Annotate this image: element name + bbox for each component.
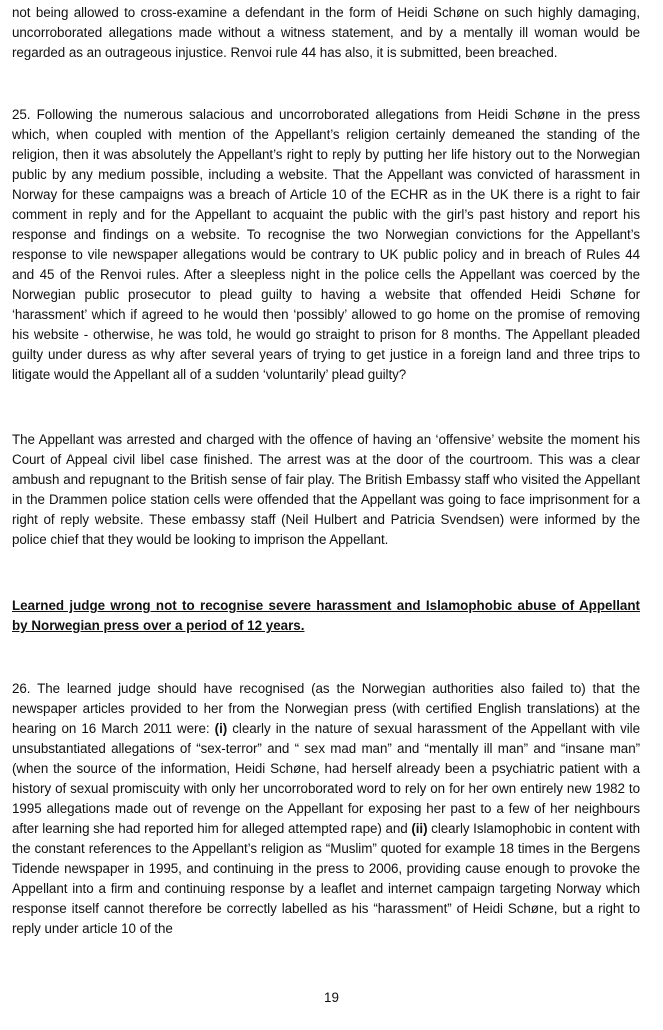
page-number: 19 (324, 990, 339, 1005)
paragraph-text: 26. The learned judge should have recognised (as the Norwegian authorities also failed to) that the newspaper articles provided to her from the Norwegian press (with certified English translations) at the hearing on 16 March 2011 were: (12, 681, 640, 736)
arrest-paragraph (12, 430, 640, 550)
continuation-paragraph (12, 3, 640, 63)
item-marker-i: (i) (214, 721, 228, 736)
section-heading: Learned judge wrong not to recognise severe harassment and Islamophobic abuse of Appellant by Norwegian press over a period of 12 years. (12, 598, 640, 633)
paragraph-text: not being allowed to cross-examine a defendant in the form of Heidi Schøne on such highly damaging, uncorroborated allegations made without a witness statement, and by a mentally ill woman would be regarded as an outrageous injustice. Renvoi rule 44 has also, it is submitted, been breached. (12, 5, 640, 60)
paragraph-25 (12, 105, 640, 385)
paragraph-text: clearly Islamophobic in content with the constant references to the Appellant’s religion as “Muslim” quoted for example 18 times in the Bergens Tidende newspaper in 1995, and continuing in the press to 2006, providing cause enough to provoke the Appellant into a firm and continuing response by a leaflet and internet campaign targeting Norway which response itself cannot therefore be correctly labelled as his “harassment” of Heidi Schøne, but a right to reply under article 10 of the (12, 821, 641, 936)
item-marker-ii: (ii) (411, 821, 428, 836)
paragraph-26 (12, 679, 640, 939)
paragraph-text: 25. Following the numerous salacious and uncorroborated allegations from Heidi Schøne in the press which, when coupled with mention of the Appellant’s religion certainly demeaned the standing of the religion, then it was absolutely the Appellant’s right to reply by putting her life history out to the Norwegian public by any medium possible, including a website. That the Appellant was convicted of harassment in Norway for these campaigns was a breach of Article 10 of the ECHR as in the UK there is a right to fair comment in reply and for the Appellant to acquaint the public with the girl’s past history and report his response and findings on a website. To recognise the two Norwegian convictions for the Appellant’s response to vile newspaper allegations would be contrary to UK public policy and in breach of Rules 44 and 45 of the Renvoi rules. After a sleepless night in the police cells the Appellant was coerced by the Norwegian public prosecutor to plead guilty to having a website that offended Heidi Schøne for ‘harassment’ which if agreed to he would then ‘possibly’ allowed to go home on the promise of removing his website - otherwise, he was told, he would go straight to prison for 8 months. The Appellant pleaded guilty under duress as why after several years of trying to get justice in a foreign land and three trips to litigate would the Appellant all of a sudden ‘voluntarily’ plead guilty? (12, 107, 640, 382)
paragraph-text: clearly in the nature of sexual harassment of the Appellant with vile unsubstantiated allegations of “sex-terror” and “ sex mad man” and “mentally ill man” and “insane man” (when the source of the information, Heidi Schøne, had herself already been a psychiatric patient with a history of sexual promiscuity with only her uncorroborated word to rely on for her own entirely new 1982 to 1995 allegations made out of revenge on the Appellant for exposing her past to a few of her neighbours after learning she had reported him for alleged attempted rape) and (12, 721, 640, 836)
paragraph-text: The Appellant was arrested and charged with the offence of having an ‘offensive’ website the moment his Court of Appeal civil libel case finished. The arrest was at the door of the courtroom. This was a clear ambush and repugnant to the British sense of fair play. The British Embassy staff who visited the Appellant in the Drammen police station cells were offended that the Appellant was going to face imprisonment for a right of reply website. These embassy staff (Neil Hulbert and Patricia Svendsen) were informed by the police chief that they would be looking to imprison the Appellant. (12, 432, 640, 547)
